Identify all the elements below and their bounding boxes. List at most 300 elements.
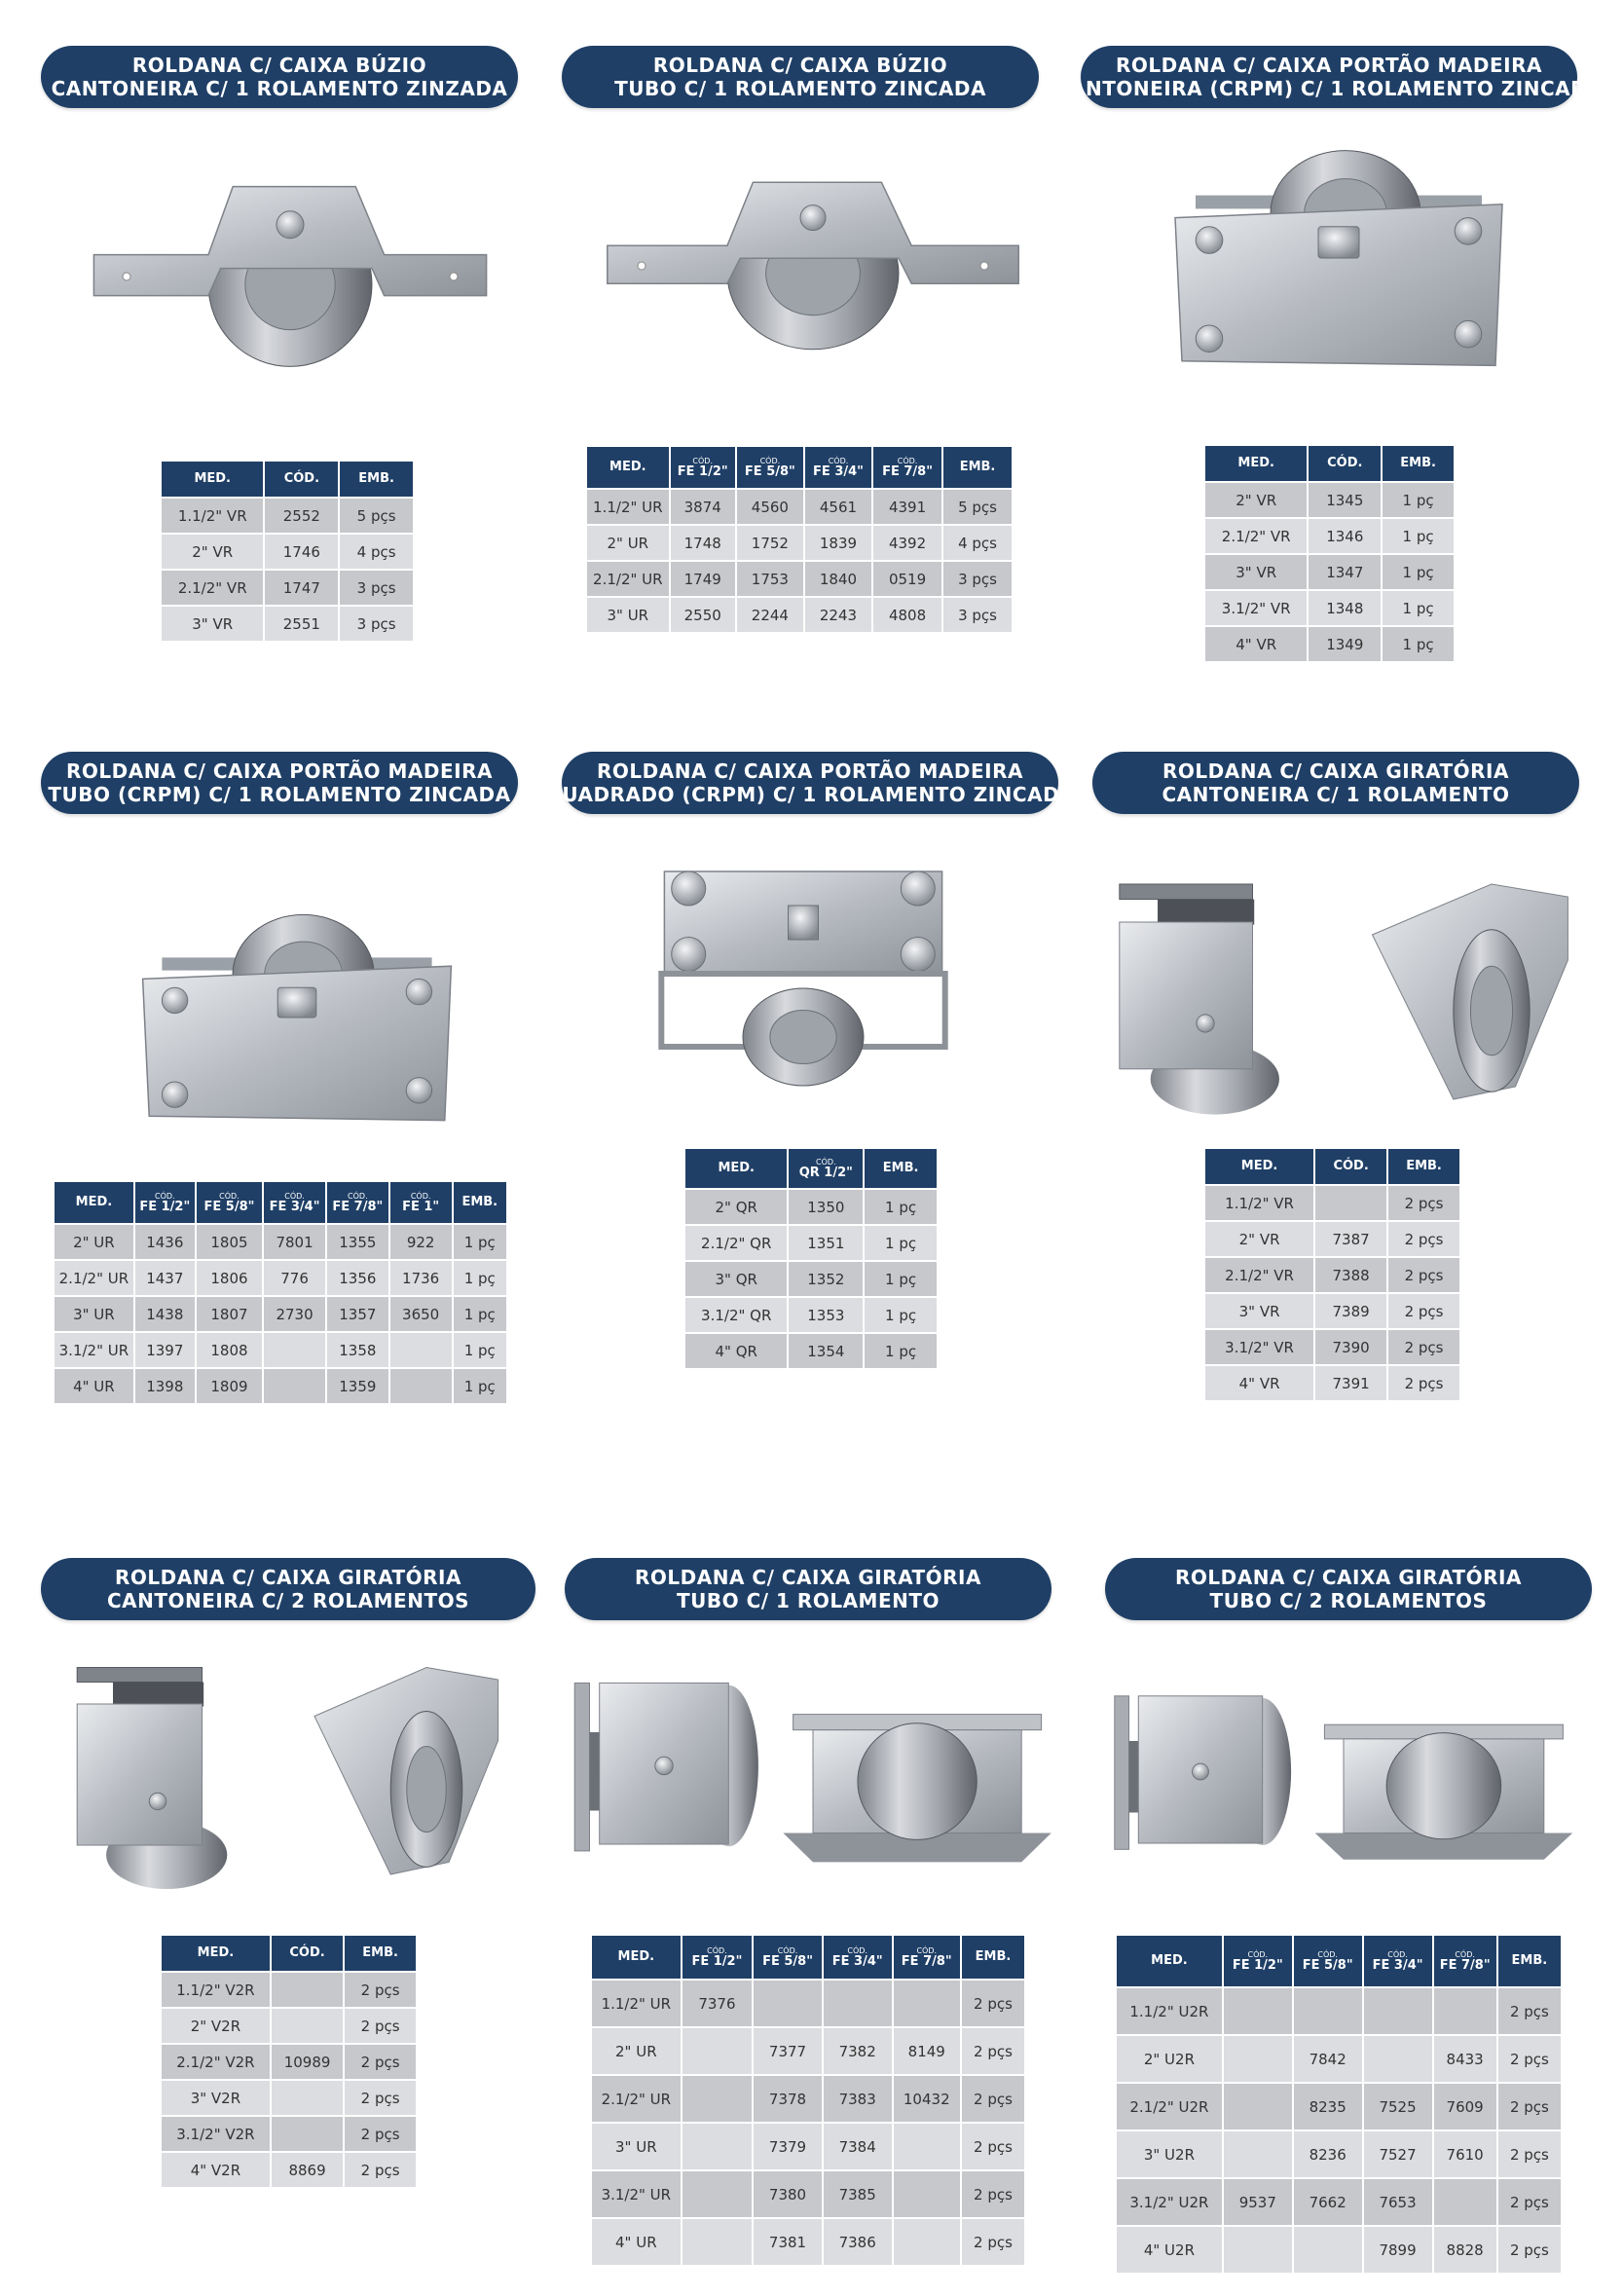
column-code-label: CÓD. xyxy=(847,1945,867,1955)
table-cell: 2.1/2" QR xyxy=(684,1225,788,1261)
table-row xyxy=(161,570,414,606)
table-cell xyxy=(1433,1987,1497,2035)
table-cell: 3.1/2" V2R xyxy=(161,2116,271,2152)
table-cell xyxy=(893,1980,961,2027)
table-cell: 4" UR xyxy=(591,2218,682,2266)
table-cell: 3.1/2" UR xyxy=(591,2170,682,2218)
column-code-label: CÓD. xyxy=(692,456,713,465)
table-cell: 2 pçs xyxy=(961,2027,1025,2075)
table-cell: 1807 xyxy=(196,1296,263,1332)
table-row xyxy=(684,1261,938,1297)
column-label: FE 1" xyxy=(402,1199,440,1214)
table-cell xyxy=(1293,1987,1363,2035)
column-header xyxy=(1223,1935,1293,1987)
table-cell: 1 pç xyxy=(864,1297,938,1333)
table-cell: 4" UR xyxy=(54,1368,134,1404)
table-cell: 7653 xyxy=(1363,2178,1433,2226)
product-photo xyxy=(652,862,954,1105)
table-cell: 7390 xyxy=(1314,1329,1387,1365)
table-cell: 2 pçs xyxy=(1497,2083,1562,2130)
table-cell: 2 pçs xyxy=(344,2044,417,2080)
table-header-row xyxy=(1116,1935,1562,1987)
column-header xyxy=(942,446,1013,489)
table-row xyxy=(586,525,1013,561)
table-cell: 1397 xyxy=(134,1332,196,1368)
table-cell xyxy=(1223,2226,1293,2274)
column-label: EMB. xyxy=(882,1161,919,1175)
column-header xyxy=(591,1935,682,1980)
table-cell: 3" VR xyxy=(1204,1293,1314,1329)
table-cell: 7382 xyxy=(823,2027,893,2075)
table-cell: 7376 xyxy=(682,1980,754,2027)
table-cell: 4808 xyxy=(872,597,942,633)
column-label: MED. xyxy=(609,460,646,474)
table-row xyxy=(591,1980,1025,2027)
table-cell: 7609 xyxy=(1433,2083,1497,2130)
product-title xyxy=(1105,1558,1592,1620)
table-row xyxy=(54,1296,507,1332)
table-row xyxy=(161,606,414,642)
product-title-line: TUBO C/ 2 ROLAMENTOS xyxy=(1209,1589,1488,1612)
table-row xyxy=(1204,554,1455,590)
column-label: FE 3/4" xyxy=(831,1953,883,1969)
column-label: CÓD. xyxy=(1327,456,1363,470)
table-cell: 7380 xyxy=(753,2170,823,2218)
table-cell: 1 pç xyxy=(1382,518,1455,554)
table-cell: 2 pçs xyxy=(961,2075,1025,2123)
table-cell: 2" UR xyxy=(54,1224,134,1260)
table-row xyxy=(54,1224,507,1260)
product-title xyxy=(41,1558,535,1620)
table-cell: 3" QR xyxy=(684,1261,788,1297)
column-label: CÓD. xyxy=(1333,1159,1369,1173)
table-cell: 776 xyxy=(263,1260,326,1296)
table-cell: 3.1/2" UR xyxy=(54,1332,134,1368)
product-photo xyxy=(1105,1680,1582,1884)
table-cell: 7381 xyxy=(753,2218,823,2266)
column-header xyxy=(1308,445,1382,482)
table-cell: 7391 xyxy=(1314,1365,1387,1401)
column-code-label: CÓD. xyxy=(1387,1949,1408,1959)
table-cell: 2.1/2" U2R xyxy=(1116,2083,1223,2130)
column-header xyxy=(684,1148,788,1189)
column-header xyxy=(872,446,942,489)
table-cell xyxy=(271,2116,344,2152)
column-code-label: CÓD. xyxy=(410,1191,431,1201)
table-cell: 1358 xyxy=(326,1332,389,1368)
table-cell: 2 pçs xyxy=(1497,2130,1562,2178)
table-row xyxy=(684,1225,938,1261)
column-header xyxy=(54,1181,134,1224)
column-code-label: CÓD. xyxy=(916,1945,938,1955)
table-cell: 4" VR xyxy=(1204,1365,1314,1401)
table-cell: 7379 xyxy=(753,2123,823,2170)
table-cell: 1 pç xyxy=(864,1189,938,1225)
table-cell: 3" VR xyxy=(1204,554,1308,590)
table-cell: 1 pç xyxy=(1382,554,1455,590)
column-header xyxy=(788,1148,864,1189)
table-cell: 1351 xyxy=(788,1225,864,1261)
table-row xyxy=(1116,1987,1562,2035)
column-label: MED. xyxy=(718,1161,755,1175)
table-row xyxy=(1204,1329,1460,1365)
table-cell: 1.1/2" UR xyxy=(586,489,670,525)
table-cell: 7385 xyxy=(823,2170,893,2218)
column-label: EMB. xyxy=(1406,1159,1442,1173)
spec-table xyxy=(160,460,415,643)
table-row xyxy=(586,561,1013,597)
table-cell: 2 pçs xyxy=(961,2170,1025,2218)
table-cell: 1436 xyxy=(134,1224,196,1260)
table-cell: 2 pçs xyxy=(344,2008,417,2044)
table-cell: 7377 xyxy=(753,2027,823,2075)
table-cell: 1.1/2" UR xyxy=(591,1980,682,2027)
table-cell: 1746 xyxy=(264,534,339,570)
table-cell xyxy=(1223,1987,1293,2035)
table-cell xyxy=(893,2123,961,2170)
table-cell: 7389 xyxy=(1314,1293,1387,1329)
table-cell xyxy=(263,1332,326,1368)
table-cell: 7378 xyxy=(753,2075,823,2123)
table-cell: 3" U2R xyxy=(1116,2130,1223,2178)
column-code-label: CÓD. xyxy=(155,1191,175,1201)
table-header-row xyxy=(161,1935,417,1972)
column-label: QR 1/2" xyxy=(798,1165,853,1180)
table-cell: 1355 xyxy=(326,1224,389,1260)
column-header xyxy=(264,461,339,498)
column-header xyxy=(893,1935,961,1980)
table-row xyxy=(1204,1221,1460,1257)
table-cell: 10432 xyxy=(893,2075,961,2123)
table-cell: 5 pçs xyxy=(942,489,1013,525)
table-cell xyxy=(1293,2226,1363,2274)
table-cell: 1 pç xyxy=(864,1225,938,1261)
column-header xyxy=(161,1935,271,1972)
product-photo xyxy=(136,910,458,1125)
table-cell xyxy=(389,1332,453,1368)
table-cell: 5 pçs xyxy=(339,498,414,534)
table-cell xyxy=(271,2008,344,2044)
column-header xyxy=(453,1181,507,1224)
table-cell: 1 pç xyxy=(453,1368,507,1404)
product-photo xyxy=(86,127,495,399)
product-title-line: ROLDANA C/ CAIXA PORTÃO MADEIRA xyxy=(1116,54,1542,77)
table-row xyxy=(161,2008,417,2044)
column-label: EMB. xyxy=(1511,1953,1548,1968)
table-cell: 7527 xyxy=(1363,2130,1433,2178)
table-cell: 8828 xyxy=(1433,2226,1497,2274)
table-cell: 2 pçs xyxy=(1387,1185,1460,1221)
table-cell: 1350 xyxy=(788,1189,864,1225)
table-row xyxy=(161,2116,417,2152)
table-row xyxy=(684,1297,938,1333)
table-row xyxy=(161,2044,417,2080)
table-cell: 2 pçs xyxy=(961,2218,1025,2266)
column-code-label: CÓD. xyxy=(219,1191,240,1201)
table-row xyxy=(591,2218,1025,2266)
table-cell: 2" UR xyxy=(586,525,670,561)
table-cell: 3.1/2" U2R xyxy=(1116,2178,1223,2226)
table-cell xyxy=(893,2170,961,2218)
table-cell: 4560 xyxy=(736,489,804,525)
table-cell: 9537 xyxy=(1223,2178,1293,2226)
column-label: FE 7/8" xyxy=(901,1953,952,1969)
column-label: CÓD. xyxy=(283,471,320,486)
table-row xyxy=(1204,626,1455,662)
table-cell: 3" UR xyxy=(591,2123,682,2170)
table-cell: 3 pçs xyxy=(339,606,414,642)
table-cell: 1.1/2" VR xyxy=(1204,1185,1314,1221)
table-cell xyxy=(682,2170,754,2218)
product-title-line: TUBO (CRPM) C/ 1 ROLAMENTO ZINCADA xyxy=(48,783,511,806)
product-photo xyxy=(565,1665,1061,1889)
table-cell: 1 pç xyxy=(453,1224,507,1260)
table-row xyxy=(54,1368,507,1404)
table-cell: 10989 xyxy=(271,2044,344,2080)
product-title-line: ROLDANA C/ CAIXA GIRATÓRIA xyxy=(1175,1566,1522,1589)
column-header xyxy=(804,446,872,489)
column-label: FE 7/8" xyxy=(332,1199,384,1214)
table-cell xyxy=(271,1972,344,2008)
table-cell: 2" V2R xyxy=(161,2008,271,2044)
table-row xyxy=(586,597,1013,633)
table-cell: 7899 xyxy=(1363,2226,1433,2274)
table-cell: 1352 xyxy=(788,1261,864,1297)
table-header-row xyxy=(684,1148,938,1189)
product-title-line: ROLDANA C/ CAIXA PORTÃO MADEIRA xyxy=(66,759,493,783)
table-cell: 4 pçs xyxy=(942,525,1013,561)
table-cell: 1353 xyxy=(788,1297,864,1333)
table-row xyxy=(684,1189,938,1225)
product-title-line: CANTONEIRA (CRPM) C/ 1 ROLAMENTO ZINCADA xyxy=(1054,77,1604,100)
product-title-line: TUBO C/ 1 ROLAMENTO xyxy=(677,1589,940,1612)
table-cell xyxy=(1223,2035,1293,2083)
product-title xyxy=(565,1558,1051,1620)
table-cell xyxy=(271,2080,344,2116)
table-cell: 1354 xyxy=(788,1333,864,1369)
table-row xyxy=(1116,2130,1562,2178)
table-cell: 1438 xyxy=(134,1296,196,1332)
table-cell: 1748 xyxy=(670,525,736,561)
table-cell: 922 xyxy=(389,1224,453,1260)
table-row xyxy=(591,2123,1025,2170)
table-cell: 7388 xyxy=(1314,1257,1387,1293)
column-label: FE 7/8" xyxy=(1439,1957,1491,1973)
spec-table xyxy=(1203,1147,1461,1402)
column-header xyxy=(586,446,670,489)
column-header xyxy=(134,1181,196,1224)
table-row xyxy=(591,2075,1025,2123)
table-cell: 2 pçs xyxy=(1497,2226,1562,2274)
column-header xyxy=(1497,1935,1562,1987)
table-cell: 1 pç xyxy=(453,1260,507,1296)
table-row xyxy=(1204,1293,1460,1329)
table-cell: 1 pç xyxy=(453,1332,507,1368)
column-label: FE 7/8" xyxy=(882,463,933,479)
product-title-line: TUBO C/ 1 ROLAMENTO ZINCADA xyxy=(614,77,986,100)
column-label: FE 3/4" xyxy=(1372,1957,1423,1973)
column-header xyxy=(161,461,264,498)
table-cell: 1356 xyxy=(326,1260,389,1296)
column-label: MED. xyxy=(1151,1953,1188,1968)
column-code-label: CÓD. xyxy=(1317,1949,1338,1959)
table-cell: 2244 xyxy=(736,597,804,633)
table-cell: 1.1/2" V2R xyxy=(161,1972,271,2008)
column-code-label: CÓD. xyxy=(816,1157,836,1167)
product-photo xyxy=(68,1655,516,1899)
table-header-row xyxy=(54,1181,507,1224)
table-cell xyxy=(1223,2083,1293,2130)
column-label: MED. xyxy=(197,1945,235,1960)
column-header xyxy=(196,1181,263,1224)
table-cell: 2 pçs xyxy=(961,1980,1025,2027)
table-cell: 4" V2R xyxy=(161,2152,271,2188)
table-cell: 4" U2R xyxy=(1116,2226,1223,2274)
column-code-label: CÓD. xyxy=(759,456,781,465)
table-cell xyxy=(263,1368,326,1404)
table-cell: 1 pç xyxy=(864,1261,938,1297)
column-label: EMB. xyxy=(975,1949,1012,1964)
table-row xyxy=(54,1260,507,1296)
table-cell: 1749 xyxy=(670,561,736,597)
table-cell: 2" QR xyxy=(684,1189,788,1225)
product-title-line: CANTONEIRA C/ 1 ROLAMENTO ZINZADA xyxy=(51,77,508,100)
table-cell: 7387 xyxy=(1314,1221,1387,1257)
table-header-row xyxy=(161,461,414,498)
table-cell: 8236 xyxy=(1293,2130,1363,2178)
table-cell: 2 pçs xyxy=(961,2123,1025,2170)
table-cell: 2 pçs xyxy=(344,2116,417,2152)
product-title-line: ROLDANA C/ CAIXA BÚZIO xyxy=(652,54,948,77)
table-cell: 1347 xyxy=(1308,554,1382,590)
product-title xyxy=(41,46,518,108)
product-photo xyxy=(1168,146,1509,370)
column-header xyxy=(1433,1935,1497,1987)
table-cell: 3.1/2" QR xyxy=(684,1297,788,1333)
column-header xyxy=(736,446,804,489)
table-cell: 3" UR xyxy=(586,597,670,633)
column-header xyxy=(1314,1148,1387,1185)
table-cell: 1359 xyxy=(326,1368,389,1404)
table-row xyxy=(1116,2035,1562,2083)
table-cell: 1 pç xyxy=(1382,482,1455,518)
table-row xyxy=(586,489,1013,525)
table-cell: 1 pç xyxy=(864,1333,938,1369)
column-header xyxy=(670,446,736,489)
table-cell: 8235 xyxy=(1293,2083,1363,2130)
table-row xyxy=(54,1332,507,1368)
table-cell: 2" U2R xyxy=(1116,2035,1223,2083)
spec-table xyxy=(53,1180,508,1405)
table-cell: 1753 xyxy=(736,561,804,597)
table-cell: 2 pçs xyxy=(1387,1293,1460,1329)
column-header xyxy=(339,461,414,498)
table-row xyxy=(1204,590,1455,626)
table-cell: 4561 xyxy=(804,489,872,525)
table-header-row xyxy=(1204,1148,1460,1185)
table-header-row xyxy=(586,446,1013,489)
product-title-line: ROLDANA C/ CAIXA GIRATÓRIA xyxy=(115,1566,461,1589)
table-cell xyxy=(389,1368,453,1404)
table-cell: 2550 xyxy=(670,597,736,633)
table-cell: 4" VR xyxy=(1204,626,1308,662)
column-label: FE 1/2" xyxy=(139,1199,191,1214)
table-row xyxy=(1204,1185,1460,1221)
table-cell: 1808 xyxy=(196,1332,263,1368)
table-cell xyxy=(1314,1185,1387,1221)
column-header xyxy=(864,1148,938,1189)
table-cell: 3650 xyxy=(389,1296,453,1332)
table-cell: 1747 xyxy=(264,570,339,606)
column-label: MED. xyxy=(75,1195,113,1209)
table-cell: 3.1/2" VR xyxy=(1204,1329,1314,1365)
column-header xyxy=(682,1935,754,1980)
table-cell: 1346 xyxy=(1308,518,1382,554)
table-row xyxy=(1116,2083,1562,2130)
table-cell: 2 pçs xyxy=(344,1972,417,2008)
column-header xyxy=(823,1935,893,1980)
table-cell xyxy=(1223,2130,1293,2178)
table-cell: 2 pçs xyxy=(1387,1221,1460,1257)
column-label: FE 3/4" xyxy=(813,463,864,479)
column-header xyxy=(961,1935,1025,1980)
spec-table xyxy=(1115,1934,1563,2275)
table-cell xyxy=(682,2027,754,2075)
table-cell xyxy=(893,2218,961,2266)
column-label: CÓD. xyxy=(289,1945,325,1960)
column-header xyxy=(326,1181,389,1224)
table-cell: 3 pçs xyxy=(339,570,414,606)
table-cell xyxy=(682,2123,754,2170)
table-row xyxy=(1204,1365,1460,1401)
table-row xyxy=(591,2170,1025,2218)
table-cell: 2730 xyxy=(263,1296,326,1332)
table-cell: 3" UR xyxy=(54,1296,134,1332)
table-cell: 2 pçs xyxy=(1497,2178,1562,2226)
table-cell: 1.1/2" VR xyxy=(161,498,264,534)
table-cell: 2 pçs xyxy=(344,2152,417,2188)
table-row xyxy=(1116,2226,1562,2274)
table-cell: 1839 xyxy=(804,525,872,561)
table-cell xyxy=(682,2075,754,2123)
product-title xyxy=(544,752,1076,814)
table-cell: 2 pçs xyxy=(1387,1329,1460,1365)
table-cell: 2243 xyxy=(804,597,872,633)
table-cell: 1398 xyxy=(134,1368,196,1404)
column-label: FE 5/8" xyxy=(762,1953,813,1969)
spec-table xyxy=(590,1934,1026,2267)
table-cell: 0519 xyxy=(872,561,942,597)
table-cell: 8433 xyxy=(1433,2035,1497,2083)
column-label: EMB. xyxy=(358,471,394,486)
table-cell: 1809 xyxy=(196,1368,263,1404)
column-label: MED. xyxy=(1240,1159,1278,1173)
table-cell: 1736 xyxy=(389,1260,453,1296)
table-cell: 2" VR xyxy=(1204,482,1308,518)
column-label: EMB. xyxy=(959,460,996,474)
table-cell: 2.1/2" VR xyxy=(161,570,264,606)
table-cell: 1752 xyxy=(736,525,804,561)
column-label: EMB. xyxy=(1400,456,1436,470)
table-cell: 2.1/2" V2R xyxy=(161,2044,271,2080)
column-header xyxy=(1387,1148,1460,1185)
table-cell: 1 pç xyxy=(453,1296,507,1332)
table-cell: 2 pçs xyxy=(1387,1365,1460,1401)
spec-table xyxy=(585,445,1014,634)
column-header xyxy=(1363,1935,1433,1987)
table-cell: 2552 xyxy=(264,498,339,534)
column-code-label: CÓD. xyxy=(707,1945,727,1955)
